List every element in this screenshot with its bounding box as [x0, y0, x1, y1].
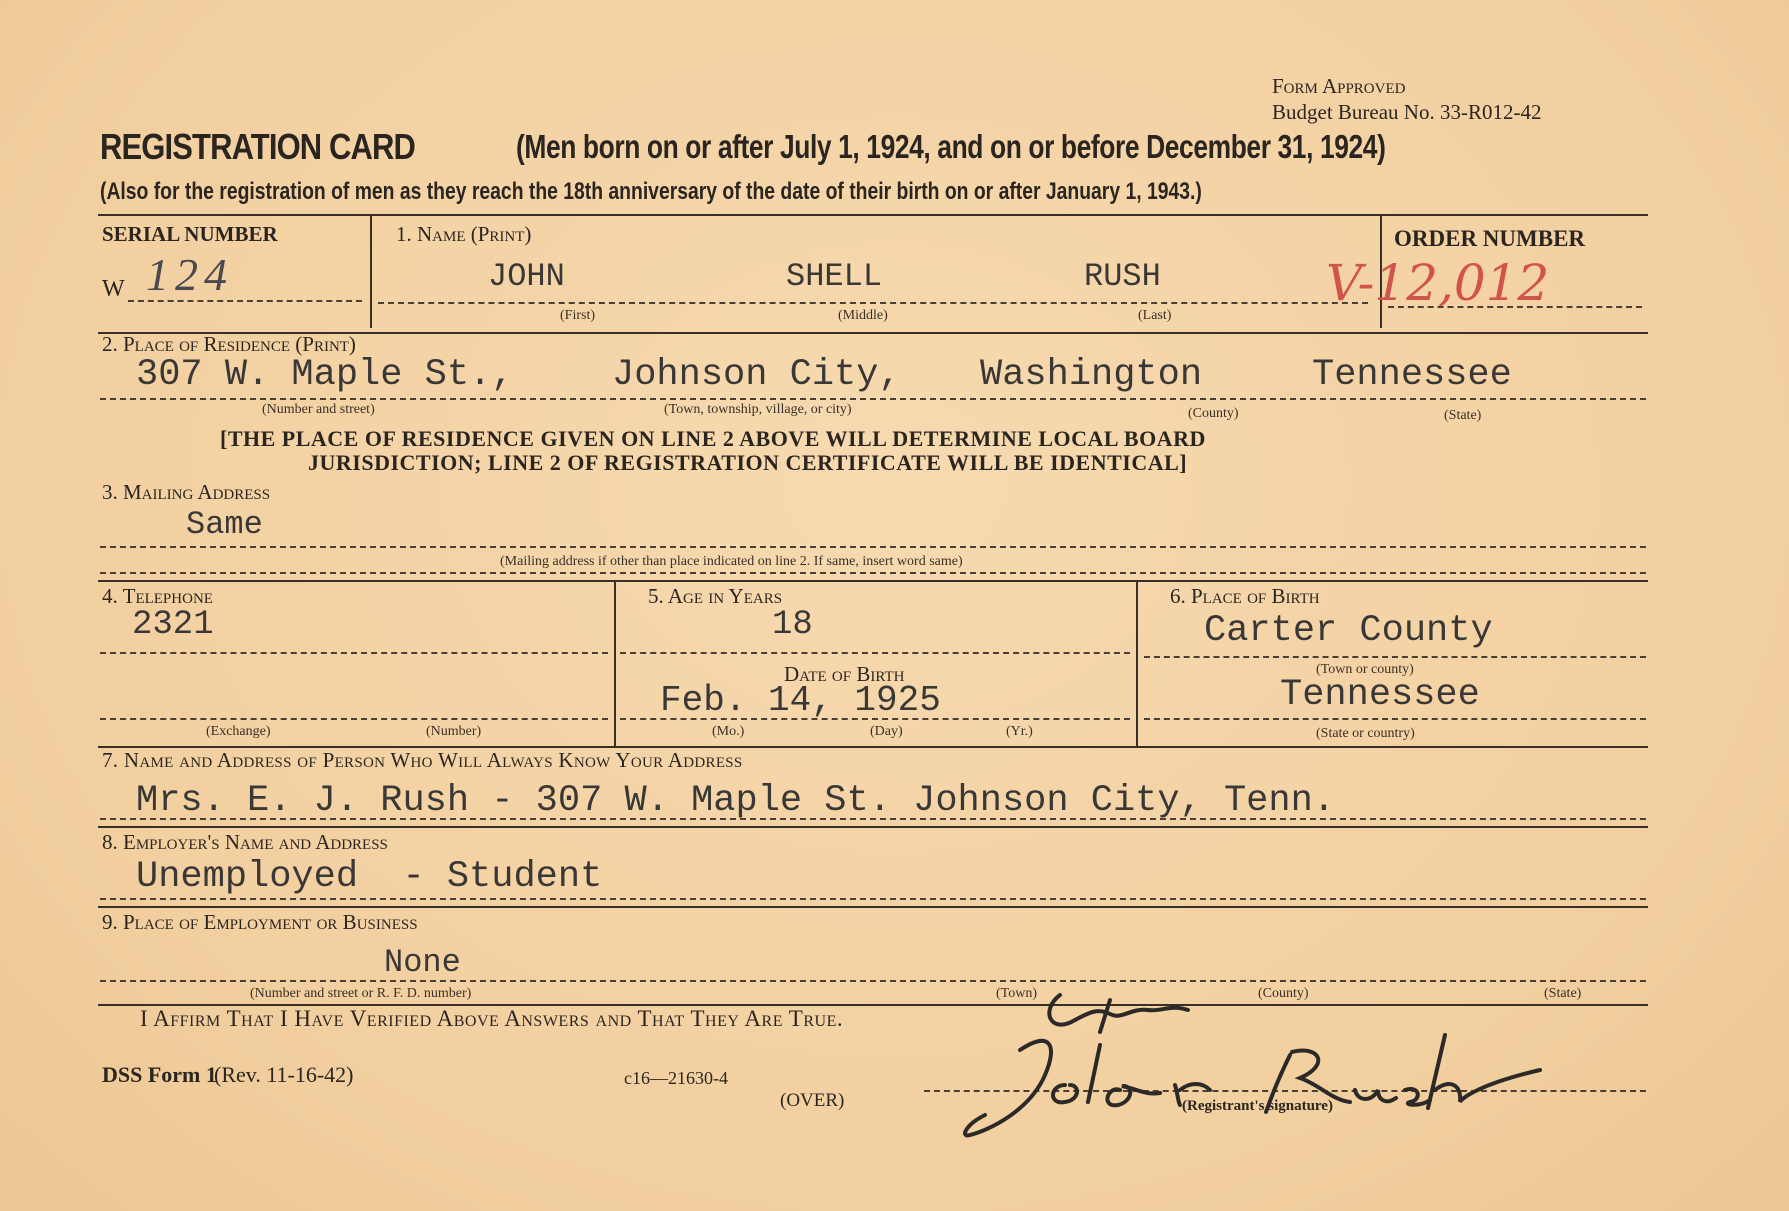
age-value: 18 — [772, 606, 813, 644]
residence-town: Johnson City, — [612, 354, 901, 396]
day-caption: (Day) — [870, 724, 903, 739]
dotted-line — [100, 718, 608, 720]
affirmation-statement: I Affirm That I Have Verified Above Answers and That They Are True. — [140, 1006, 844, 1031]
dotted-line — [378, 302, 1368, 304]
residence-state: Tennessee — [1312, 354, 1512, 396]
rule — [370, 216, 372, 328]
signature-text: John Shell Rush — [940, 990, 947, 991]
date-of-birth-value: Feb. 14, 1925 — [660, 680, 941, 721]
last-name: RUSH — [1084, 258, 1161, 295]
rule — [98, 906, 1648, 908]
order-number-label: ORDER NUMBER — [1394, 226, 1586, 251]
dotted-line — [100, 546, 1646, 548]
birthplace-town-caption: (Town or county) — [1316, 662, 1414, 677]
birthplace-town: Carter County — [1204, 610, 1493, 652]
contact-label: 7. Name and Address of Person Who Will Always Know Your Address — [102, 748, 743, 772]
registrant-signature — [940, 990, 1620, 1140]
over-note: (OVER) — [780, 1090, 845, 1111]
month-caption: (Mo.) — [712, 724, 745, 739]
employment-place-label: 9. Place of Employment or Business — [102, 910, 418, 934]
dotted-line — [100, 898, 1646, 900]
mailing-address-value: Same — [186, 506, 263, 543]
order-number-value: V-12,012 — [1326, 254, 1550, 312]
signature-caption: (Registrant's signature) — [1182, 1098, 1333, 1114]
year-caption: (Yr.) — [1006, 724, 1033, 739]
date-of-birth-label: Date of Birth — [784, 662, 905, 686]
first-name: JOHN — [488, 258, 565, 295]
budget-bureau-number: Budget Bureau No. 33-R012-42 — [1272, 100, 1542, 124]
birthplace-state: Tennessee — [1280, 674, 1480, 716]
residence-street-caption: (Number and street) — [262, 402, 375, 417]
dotted-line — [100, 652, 608, 654]
telephone-number-caption: (Number) — [426, 724, 482, 739]
mailing-address-label: 3. Mailing Address — [102, 480, 271, 504]
dotted-line — [128, 300, 362, 302]
employer-value: Unemployed - Student — [136, 856, 603, 898]
rule — [1136, 582, 1138, 746]
dotted-line — [1388, 306, 1642, 308]
residence-county-caption: (County) — [1188, 406, 1239, 421]
telephone-value: 2321 — [132, 606, 214, 644]
residence-county: Washington — [980, 354, 1203, 396]
residence-state-caption: (State) — [1444, 408, 1482, 423]
middle-name: SHELL — [786, 258, 883, 295]
dotted-line — [100, 818, 1646, 820]
birthplace-label: 6. Place of Birth — [1170, 584, 1320, 608]
rule — [614, 582, 616, 746]
telephone-label: 4. Telephone — [102, 584, 213, 608]
employment-street-caption: (Number and street or R. F. D. number) — [250, 986, 472, 1001]
title-eligibility: (Men born on or after July 1, 1924, and on or before December 31, 1924) — [516, 128, 1386, 165]
dotted-line — [100, 572, 1646, 574]
residence-street: 307 W. Maple St., — [136, 354, 514, 396]
serial-number-value: 124 — [146, 249, 233, 300]
dotted-line — [1144, 656, 1646, 658]
form-approved: Form Approved — [1272, 74, 1406, 98]
print-code: c16—21630-4 — [624, 1068, 728, 1088]
serial-number-label: SERIAL NUMBER — [102, 222, 278, 246]
last-caption: (Last) — [1138, 308, 1172, 323]
first-caption: (First) — [560, 308, 595, 323]
contact-value: Mrs. E. J. Rush - 307 W. Maple St. Johnson City, Tenn. — [136, 780, 1335, 822]
rule — [98, 826, 1648, 828]
name-label: 1. Name (Print) — [396, 222, 532, 246]
dotted-line — [620, 652, 1130, 654]
residence-label: 2. Place of Residence (Print) — [102, 332, 356, 356]
employment-state-caption: (State) — [1544, 986, 1582, 1001]
telephone-exchange-caption: (Exchange) — [206, 724, 271, 739]
employment-place-value: None — [384, 944, 461, 981]
dotted-line — [100, 398, 1646, 400]
residence-notice-line2: JURISDICTION; LINE 2 OF REGISTRATION CERTIFICATE WILL BE IDENTICAL] — [308, 450, 1188, 475]
dotted-line — [100, 980, 1646, 982]
age-label: 5. Age in Years — [648, 584, 783, 608]
residence-notice-line1: [THE PLACE OF RESIDENCE GIVEN ON LINE 2 ABOVE WILL DETERMINE LOCAL BOARD — [220, 426, 1206, 451]
rule — [98, 214, 1648, 216]
dotted-line — [620, 718, 1130, 720]
form-id: DSS Form 1 — [102, 1062, 217, 1087]
residence-town-caption: (Town, township, village, or city) — [664, 402, 852, 417]
mailing-address-caption: (Mailing address if other than place indicated on line 2. If same, insert word same) — [500, 554, 963, 569]
employment-town-caption: (Town) — [996, 986, 1038, 1001]
employment-county-caption: (County) — [1258, 986, 1309, 1001]
rule — [98, 580, 1648, 582]
serial-prefix: W — [102, 276, 125, 302]
title-eligibility-note: (Also for the registration of men as they reach the 18th anniversary of the date of their birth on or after January 1, 1943.) — [100, 178, 1202, 205]
card-title: REGISTRATION CARD — [100, 126, 416, 167]
employer-label: 8. Employer's Name and Address — [102, 830, 388, 854]
form-revision: (Rev. 11-16-42) — [214, 1062, 354, 1087]
middle-caption: (Middle) — [838, 308, 888, 323]
dotted-line — [1144, 718, 1646, 720]
birthplace-state-caption: (State or country) — [1316, 726, 1415, 741]
